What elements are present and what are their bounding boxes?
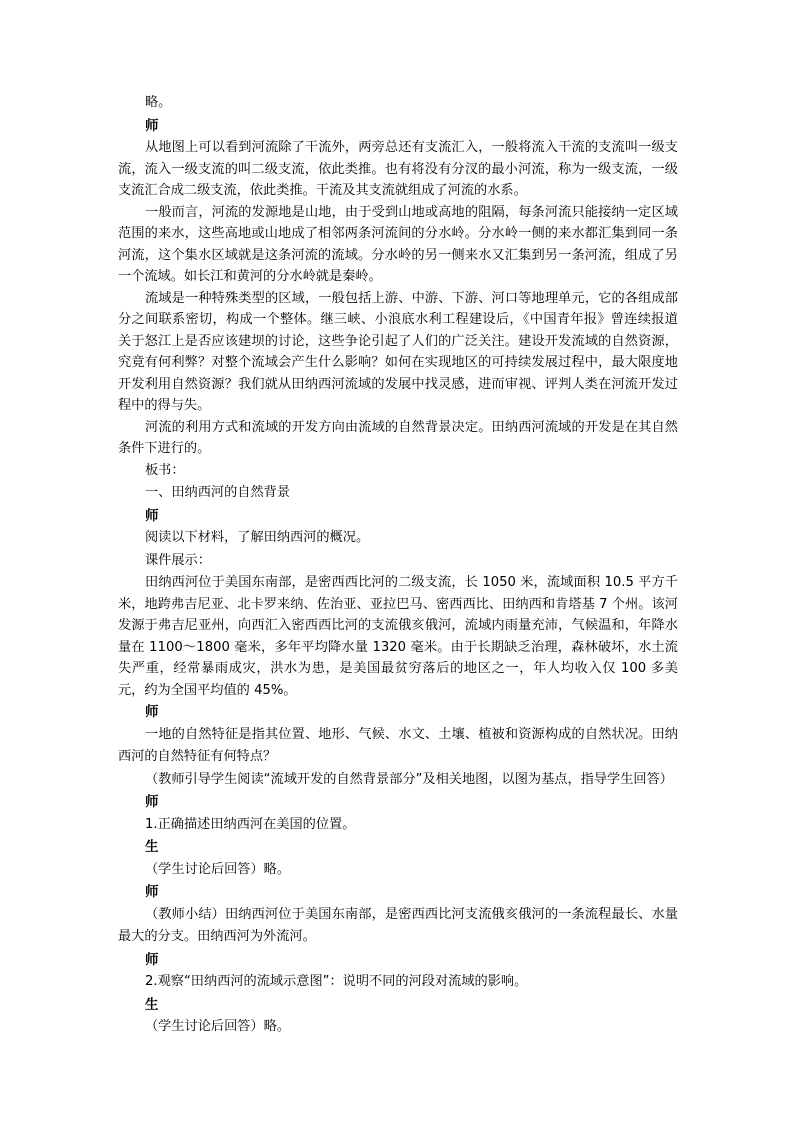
paragraph: （教师小结）田纳西河位于美国东南部，是密西西比河支流俄亥俄河的一条流程最长、水量最大的分支。田纳西河为外流河。	[118, 906, 678, 944]
speaker-label-student: 生	[145, 996, 159, 1013]
document-body	[118, 92, 678, 1039]
speaker-label-teacher: 师	[145, 884, 159, 900]
paragraph: 阅读以下材料，了解田纳西河的概况。	[145, 530, 370, 545]
board-label: 板书：	[145, 462, 185, 478]
paragraph: 流域是一种特殊类型的区域，一般包括上游、中游、下游、河口等地理单元，它的各组成部分之间联系密切，构成一个整体。继三峡、小浪底水利工程建设后，《中国青年报》曾连续报道关于怒江上是否应该建坝的讨论，这些争论引起了人们的广泛关注。建设开发流域的自然资源，究竟有何利弊？对整个流域会产生什么影响？如何在实现地区的可持续发展过程中，最大限度地开发利用自然资源？我们就从田纳西河流域的发展中找灵感，进而审视、评判人类在河流开发过程中的得与失。	[118, 290, 678, 413]
material-paragraph: 田纳西河位于美国东南部，是密西西比河的二级支流，长 1050 米，流域面积 10.5 平方千米，地跨弗吉尼亚、北卡罗来纳、佐治亚、亚拉巴马、密西西比、田纳西和肯塔基 7 个州。该河发源于弗吉尼亚州，向西汇入密西西比河的支流俄亥俄河，流域内雨量充沛，气候温和，年降水量在 1100～1800 毫米，多年平均降水量 1320 毫米。由于长期缺乏治理，森林破坏，水土流失严重，经常暴雨成灾，洪水为患，是美国最贫穷落后的地区之一，年人均收入仅 100 多美元，约为全国平均值的 45%。	[118, 575, 678, 698]
paragraph: 河流的利用方式和流域的开发方向由流域的自然背景决定。田纳西河流域的开发是在其自然条件下进行的。	[118, 419, 678, 456]
paragraph: （学生讨论后回答）略。	[145, 1019, 291, 1034]
paragraph: （教师引导学生阅读“流域开发的自然背景部分”及相关地图，以图为基点，指导学生回答）	[145, 771, 673, 787]
speaker-label-teacher: 师	[145, 951, 159, 968]
speaker-label-teacher: 师	[145, 507, 159, 524]
paragraph: 一般而言，河流的发源地是山地，由于受到山地或高地的阻隔，每条河流只能接纳一定区域范围的来水，这些高地或山地成了相邻两条河流间的分水岭。分水岭一侧的来水都汇集到同一条河流，这个集水区域就是这条河流的流域。分水岭的另一侧来水又汇集到另一条河流，组成了另一个流域。如长江和黄河的分水岭就是秦岭。	[118, 204, 678, 284]
speaker-label-teacher: 师	[145, 794, 159, 810]
paragraph: （学生讨论后回答）略。	[145, 861, 291, 877]
courseware-label: 课件展示：	[145, 552, 211, 568]
paragraph: 从地图上可以看到河流除了干流外，两旁总还有支流汇入，一般将流入干流的支流叫一级支流，流入一级支流的叫二级支流，依此类推。也有将没有分汊的最小河流，称为一级支流，一级支流汇合成二级支流，依此类推。干流及其支流就组成了河流的水系。	[118, 140, 678, 198]
speaker-label-teacher: 师	[145, 704, 159, 720]
section-heading: 一、田纳西河的自然背景	[145, 485, 291, 500]
speaker-label-student: 生	[145, 839, 159, 855]
question-item: 2.观察“田纳西河的流域示意图”：说明不同的河段对流域的影响。	[145, 974, 528, 989]
paragraph: 略。	[145, 95, 172, 110]
paragraph: 一地的自然特征是指其位置、地形、气候、水文、土壤、植被和资源构成的自然状况。田纳西河的自然特征有何特点？	[118, 726, 678, 764]
question-item: 1.正确描述田纳西河在美国的位置。	[145, 816, 356, 832]
speaker-label-teacher: 师	[145, 117, 159, 134]
